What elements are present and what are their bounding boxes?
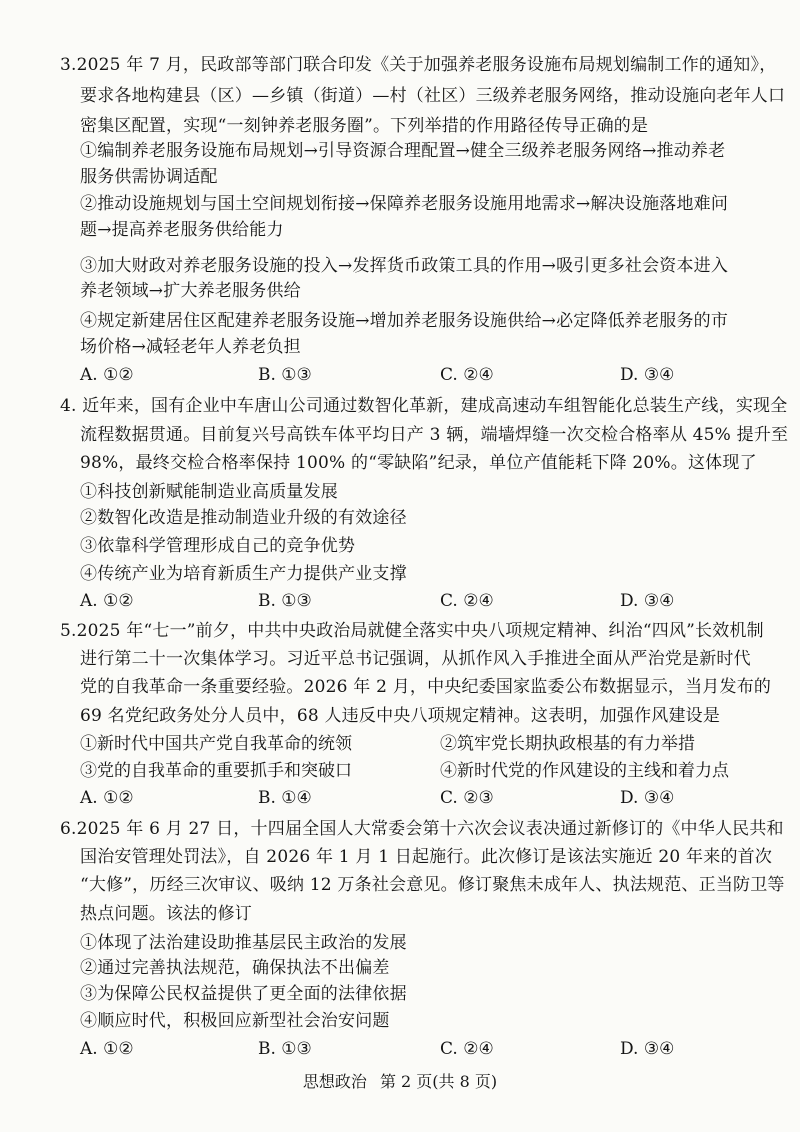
question-4-option-4: ④传统产业为培育新质生产力提供产业支撑	[80, 564, 407, 584]
question-5-option-1: ①新时代中国共产党自我革命的统领	[80, 734, 352, 754]
question-4-stem-line: 流程数据贯通。目前复兴号高铁车体平均日产 3 辆，端墙焊缝一次交检合格率从 45% 提升至	[80, 425, 789, 445]
question-3-option-4: ④规定新建居住区配建养老服务设施→增加养老服务设施供给→必定降低养老服务的市	[80, 311, 729, 331]
question-3-choice-a: A. ①②	[80, 365, 134, 385]
question-3-stem-line: 3.2025 年 7 月，民政部等部门联合印发《关于加强养老服务设施布局规划编制工作的通知》，	[60, 55, 777, 75]
question-6-stem-line: “大修”，历经三次审议、吸纳 12 万条社会意见。修订聚焦未成年人、执法规范、正当防卫等	[80, 875, 785, 895]
question-6-choice-a: A. ①②	[80, 1039, 134, 1059]
question-3-choice-b: B. ①③	[258, 365, 312, 385]
question-4-stem-line: 98%，最终交检合格率保持 100% 的“零缺陷”纪录，单位产值能耗下降 20%。这体现了	[80, 453, 757, 473]
question-5-choice-d: D. ③④	[620, 788, 675, 808]
question-3-option-1: ①编制养老服务设施布局规划→引导资源合理配置→健全三级养老服务网络→推动养老	[80, 141, 726, 161]
question-5-choice-b: B. ①④	[258, 788, 312, 808]
question-6-option-1: ①体现了法治建设助推基层民主政治的发展	[80, 933, 407, 953]
question-4-choice-b: B. ①③	[258, 591, 312, 611]
question-5-choice-c: C. ②③	[440, 788, 494, 808]
question-4-choice-a: A. ①②	[80, 591, 134, 611]
question-4-choice-d: D. ③④	[620, 591, 675, 611]
question-5-option-2: ②筑牢党长期执政根基的有力举措	[440, 734, 695, 754]
question-3-option-2: ②推动设施规划与国土空间规划衔接→保障养老服务设施用地需求→解决设施落地难问	[80, 194, 729, 214]
question-3-option-1-cont: 服务供需协调适配	[80, 167, 218, 187]
page-footer	[0, 1072, 800, 1092]
question-3-option-4-cont: 场价格→减轻老年人养老负担	[80, 337, 301, 357]
footer-subject: 思想政治	[302, 1072, 367, 1091]
question-5-option-3: ③党的自我革命的重要抓手和突破口	[80, 761, 352, 781]
question-6-choice-c: C. ②④	[440, 1039, 494, 1059]
question-5-stem-line: 党的自我革命一条重要经验。2026 年 2 月，中央纪委国家监委公布数据显示，当月发布的	[80, 677, 772, 697]
question-6-stem-line: 热点问题。该法的修订	[80, 904, 252, 924]
question-3-stem-line: 密集区配置，实现“一刻钟养老服务圈”。下列举措的作用路径传导正确的是	[80, 116, 649, 136]
question-6-stem-line: 6.2025 年 6 月 27 日，十四届全国人大常委会第十六次会议表决通过新修订的《中华人民共和	[60, 819, 784, 839]
question-3-stem-line: 要求各地构建县（区）—乡镇（街道）—村（社区）三级养老服务网络，推动设施向老年人口	[80, 86, 786, 106]
question-3-choice-c: C. ②④	[440, 365, 494, 385]
question-5-stem-line: 进行第二十一次集体学习。习近平总书记强调，从抓作风入手推进全面从严治党是新时代	[80, 649, 751, 669]
footer-page-number: 第 2 页(共 8 页)	[379, 1072, 498, 1091]
question-6-stem-line: 国治安管理处罚法》，自 2026 年 1 月 1 日起施行。此次修订是该法实施近 20 年来的首次	[80, 847, 773, 867]
question-4-option-2: ②数智化改造是推动制造业升级的有效途径	[80, 508, 407, 528]
question-4-option-1: ①科技创新赋能制造业高质量发展	[80, 482, 338, 502]
question-3-option-3-cont: 养老领域→扩大养老服务供给	[80, 281, 301, 301]
question-4-choice-c: C. ②④	[440, 591, 494, 611]
question-4-option-3: ③依靠科学管理形成自己的竞争优势	[80, 536, 356, 556]
question-3-option-2-cont: 题→提高养老服务供给能力	[80, 220, 284, 240]
question-4-stem-line: 4. 近年来，国有企业中车唐山公司通过数智化革新，建成高速动车组智能化总装生产线，实现全	[60, 396, 788, 416]
question-5-stem-line: 5.2025 年“七一”前夕，中共中央政治局就健全落实中央八项规定精神、纠治“四风”长效机制	[60, 621, 764, 641]
question-6-option-4: ④顺应时代，积极回应新型社会治安问题	[80, 1011, 390, 1031]
question-6-choice-d: D. ③④	[620, 1039, 675, 1059]
question-5-choice-a: A. ①②	[80, 788, 134, 808]
question-3-choice-d: D. ③④	[620, 365, 675, 385]
question-5-stem-line: 69 名党纪政务处分人员中，68 人违反中央八项规定精神。这表明，加强作风建设是	[80, 706, 721, 726]
question-6-option-3: ③为保障公民权益提供了更全面的法律依据	[80, 984, 407, 1004]
question-5-option-4: ④新时代党的作风建设的主线和着力点	[440, 761, 729, 781]
question-6-option-2: ②通过完善执法规范，确保执法不出偏差	[80, 958, 390, 978]
question-3-option-3: ③加大财政对养老服务设施的投入→发挥货币政策工具的作用→吸引更多社会资本进入	[80, 256, 729, 276]
question-6-choice-b: B. ①③	[258, 1039, 312, 1059]
